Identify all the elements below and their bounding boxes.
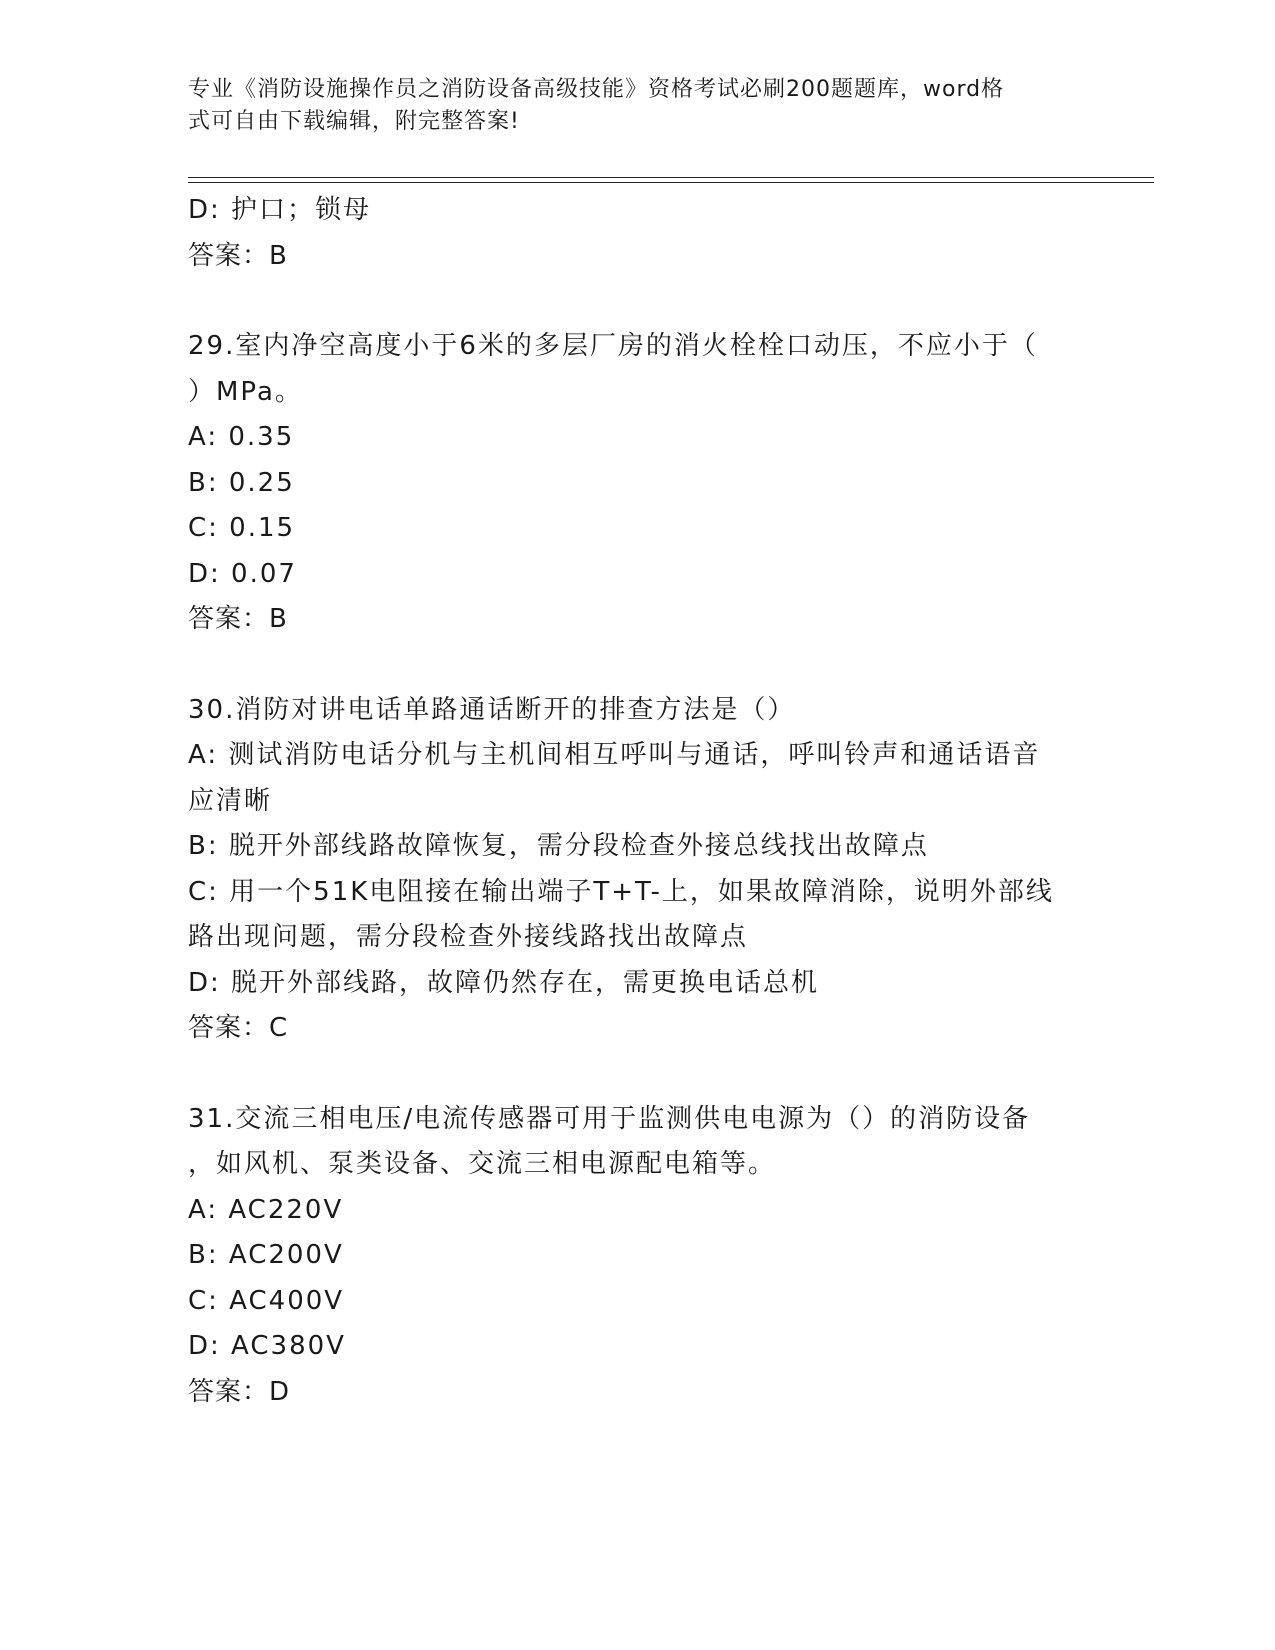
option-c: C: 用一个51K电阻接在输出端子T+T-上，如果故障消除，说明外部线 <box>188 876 1054 907</box>
question-stem: ，如风机、泵类设备、交流三相电源配电箱等。 <box>188 1149 777 1179</box>
question-stem: 29.室内净空高度小于6米的多层厂房的消火栓栓口动压，不应小于（ <box>188 331 1038 361</box>
answer: 答案：C <box>188 1013 289 1043</box>
option-d: D: AC380V <box>188 1331 346 1361</box>
header-line-2: 式可自由下载编辑，附完整答案! <box>188 109 520 134</box>
option-a: A: 0.35 <box>188 422 295 452</box>
question-30 <box>188 688 1088 1052</box>
question-stem: 31.交流三相电压/电流传感器可用于监测供电电源为（）的消防设备 <box>188 1103 1031 1134</box>
question-stem: 30.消防对讲电话单路通话断开的排查方法是（） <box>188 694 796 725</box>
question-29 <box>188 324 1088 643</box>
header-rule-bottom <box>188 182 1154 183</box>
header-rule-top <box>188 177 1154 178</box>
prev-option-d: D: 护口；锁母 <box>188 195 372 225</box>
option-d: D: 0.07 <box>188 558 297 589</box>
option-a-continued: 应清晰 <box>188 785 273 816</box>
spacer <box>188 643 1088 688</box>
option-c: C: AC400V <box>188 1285 345 1316</box>
option-b: B: 脱开外部线路故障恢复，需分段检查外接总线找出故障点 <box>188 831 929 861</box>
spacer <box>188 1052 1088 1097</box>
question-stem: ）MPa。 <box>188 376 303 407</box>
prev-answer: 答案：B <box>188 240 288 271</box>
answer: 答案：D <box>188 1376 291 1407</box>
option-b: B: 0.25 <box>188 467 295 498</box>
document-header <box>188 74 1088 138</box>
option-a: A: 测试消防电话分机与主机间相互呼叫与通话，呼叫铃声和通话语音 <box>188 740 1041 770</box>
question-31 <box>188 1097 1088 1416</box>
option-a: A: AC220V <box>188 1194 344 1225</box>
header-line-1: 专业《消防设施操作员之消防设备高级技能》资格考试必刷200题题库，word格 <box>188 77 1005 102</box>
question-list <box>188 188 1088 1415</box>
option-c: C: 0.15 <box>188 513 296 543</box>
spacer <box>188 279 1088 324</box>
option-b: B: AC200V <box>188 1240 344 1270</box>
option-c-continued: 路出现问题，需分段检查外接线路找出故障点 <box>188 922 749 952</box>
answer: 答案：B <box>188 604 288 634</box>
option-d: D: 脱开外部线路，故障仍然存在，需更换电话总机 <box>188 967 820 998</box>
